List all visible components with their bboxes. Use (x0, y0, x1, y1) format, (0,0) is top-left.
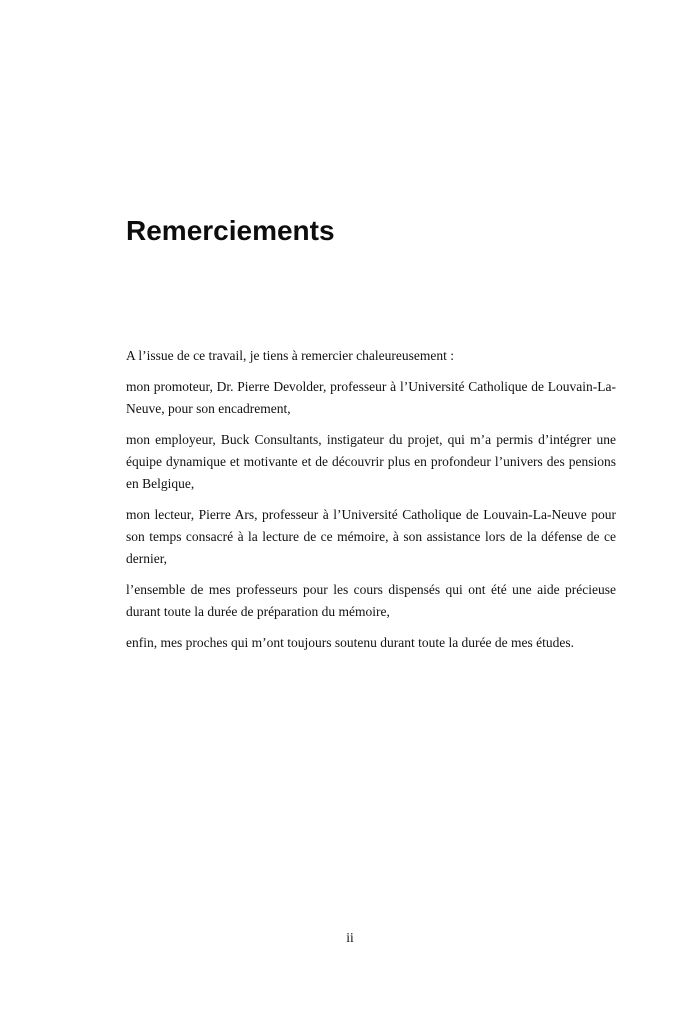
acknowledgment-lecteur: mon lecteur, Pierre Ars, professeur à l’Université Catholique de Louvain-La-Neuve pour son temps consacré à la lecture de ce mémoire, à son assistance lors de la défense de ce dernier, (126, 507, 616, 566)
acknowledgment-professeurs: l’ensemble de mes professeurs pour les cours dispensés qui ont été une aide précieuse durant toute la durée de préparation du mémoire, (126, 582, 616, 619)
acknowledgments-body (126, 345, 616, 663)
acknowledgment-promoteur: mon promoteur, Dr. Pierre Devolder, professeur à l’Université Catholique de Louvain-La-Neuve, pour son encadrement, (126, 379, 616, 416)
chapter-title: Remerciements (126, 215, 335, 246)
acknowledgment-proches: enfin, mes proches qui m’ont toujours soutenu durant toute la durée de mes études. (126, 635, 575, 650)
acknowledgment-employeur: mon employeur, Buck Consultants, instigateur du projet, qui m’a permis d’intégrer une équipe dynamique et motivante et de découvrir plus en profondeur l’univers des pensions en Belgique, (126, 432, 616, 491)
intro-paragraph: A l’issue de ce travail, je tiens à remercier chaleureusement : (126, 348, 454, 363)
page-number: ii (346, 930, 354, 945)
